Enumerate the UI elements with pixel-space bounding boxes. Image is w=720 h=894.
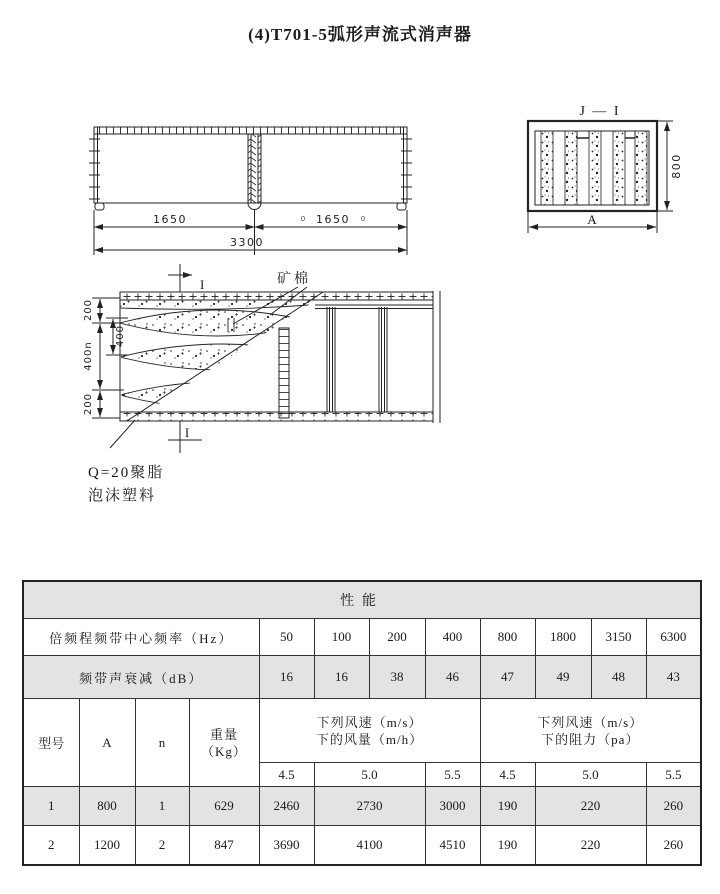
- cell-resist: 190: [480, 787, 535, 826]
- freq-value-cell: 200: [369, 619, 425, 656]
- table-header-row: [23, 699, 701, 763]
- material-note: [88, 462, 164, 508]
- cell-n: 1: [135, 787, 189, 826]
- dim-pitch-label: 400: [115, 324, 126, 348]
- cell-resist: 260: [646, 826, 701, 866]
- cell-flow: 4510: [425, 826, 480, 866]
- front-elevation-drawing: [75, 108, 425, 268]
- cell-model: 1: [23, 787, 79, 826]
- section-marker-bottom: I: [184, 425, 190, 440]
- dim-mid-label: 400n: [83, 341, 94, 371]
- page-title: (4)T701-5弧形声流式消声器: [248, 25, 472, 44]
- col-header-flow: 下列风速（m/s） 下的风量（m/h）: [259, 699, 480, 763]
- atten-value-cell: 49: [535, 656, 591, 699]
- cell-weight: 847: [189, 826, 259, 866]
- dim-width-label: A: [587, 212, 597, 227]
- cell-weight: 629: [189, 787, 259, 826]
- section-j-i-drawing: [500, 95, 715, 243]
- cell-flow: 3000: [425, 787, 480, 826]
- speed-cell: 5.5: [646, 763, 701, 787]
- mineral-wool-label: 矿棉: [277, 272, 311, 287]
- atten-value-cell: 16: [259, 656, 314, 699]
- cell-resist: 260: [646, 787, 701, 826]
- cell-resist: 220: [535, 787, 646, 826]
- dim-total-label: 3300: [230, 236, 264, 249]
- col-header-model: 型号: [23, 699, 79, 787]
- freq-value-cell: 800: [480, 619, 535, 656]
- freq-value-cell: 3150: [591, 619, 646, 656]
- material-note-line2: 泡沫塑料: [88, 488, 157, 504]
- cell-a: 1200: [79, 826, 135, 866]
- freq-value-cell: 50: [259, 619, 314, 656]
- plan-section-drawing: [78, 256, 468, 461]
- atten-value-cell: 47: [480, 656, 535, 699]
- performance-header-cell: 性能: [23, 581, 701, 619]
- atten-value-cell: 48: [591, 656, 646, 699]
- dim-height-label: 800: [670, 153, 683, 179]
- stray-mark: 0: [360, 215, 366, 223]
- table-row: [23, 581, 701, 619]
- data-row-1: [23, 787, 701, 826]
- col-header-n: n: [135, 699, 189, 787]
- atten-value-cell: 16: [314, 656, 369, 699]
- cell-flow: 3690: [259, 826, 314, 866]
- cell-resist: 190: [480, 826, 535, 866]
- dim-left-label: 1650: [153, 213, 187, 226]
- atten-value-cell: 38: [369, 656, 425, 699]
- table-row: [23, 619, 701, 656]
- dim-right-label: 1650: [316, 213, 350, 226]
- atten-label-cell: 频带声衰减（dB）: [23, 656, 259, 699]
- data-row-2: [23, 826, 701, 866]
- cell-resist: 220: [535, 826, 646, 866]
- freq-value-cell: 400: [425, 619, 480, 656]
- table-row: [23, 656, 701, 699]
- dim-bottom-label: 200: [83, 392, 94, 416]
- cell-flow: 4100: [314, 826, 425, 866]
- dim-top-label: 200: [83, 298, 94, 322]
- stray-mark: 0: [300, 215, 306, 223]
- speed-cell: 4.5: [259, 763, 314, 787]
- cell-n: 2: [135, 826, 189, 866]
- cell-a: 800: [79, 787, 135, 826]
- section-title: J — I: [579, 104, 621, 119]
- speed-cell: 5.0: [535, 763, 646, 787]
- cell-flow: 2460: [259, 787, 314, 826]
- atten-value-cell: 46: [425, 656, 480, 699]
- freq-value-cell: 100: [314, 619, 369, 656]
- performance-table: [22, 580, 702, 866]
- material-note-line1: Q=20聚脂: [88, 465, 165, 481]
- cell-model: 2: [23, 826, 79, 866]
- freq-value-cell: 6300: [646, 619, 701, 656]
- atten-value-cell: 43: [646, 656, 701, 699]
- col-header-a: A: [79, 699, 135, 787]
- speed-cell: 4.5: [480, 763, 535, 787]
- freq-value-cell: 1800: [535, 619, 591, 656]
- freq-label-cell: 倍频程频带中心频率（Hz）: [23, 619, 259, 656]
- col-header-resistance: 下列风速（m/s） 下的阻力（pa）: [480, 699, 701, 763]
- speed-cell: 5.5: [425, 763, 480, 787]
- section-marker-top: I: [200, 277, 205, 292]
- speed-cell: 5.0: [314, 763, 425, 787]
- col-header-weight: 重量 （Kg）: [189, 699, 259, 787]
- cell-flow: 2730: [314, 787, 425, 826]
